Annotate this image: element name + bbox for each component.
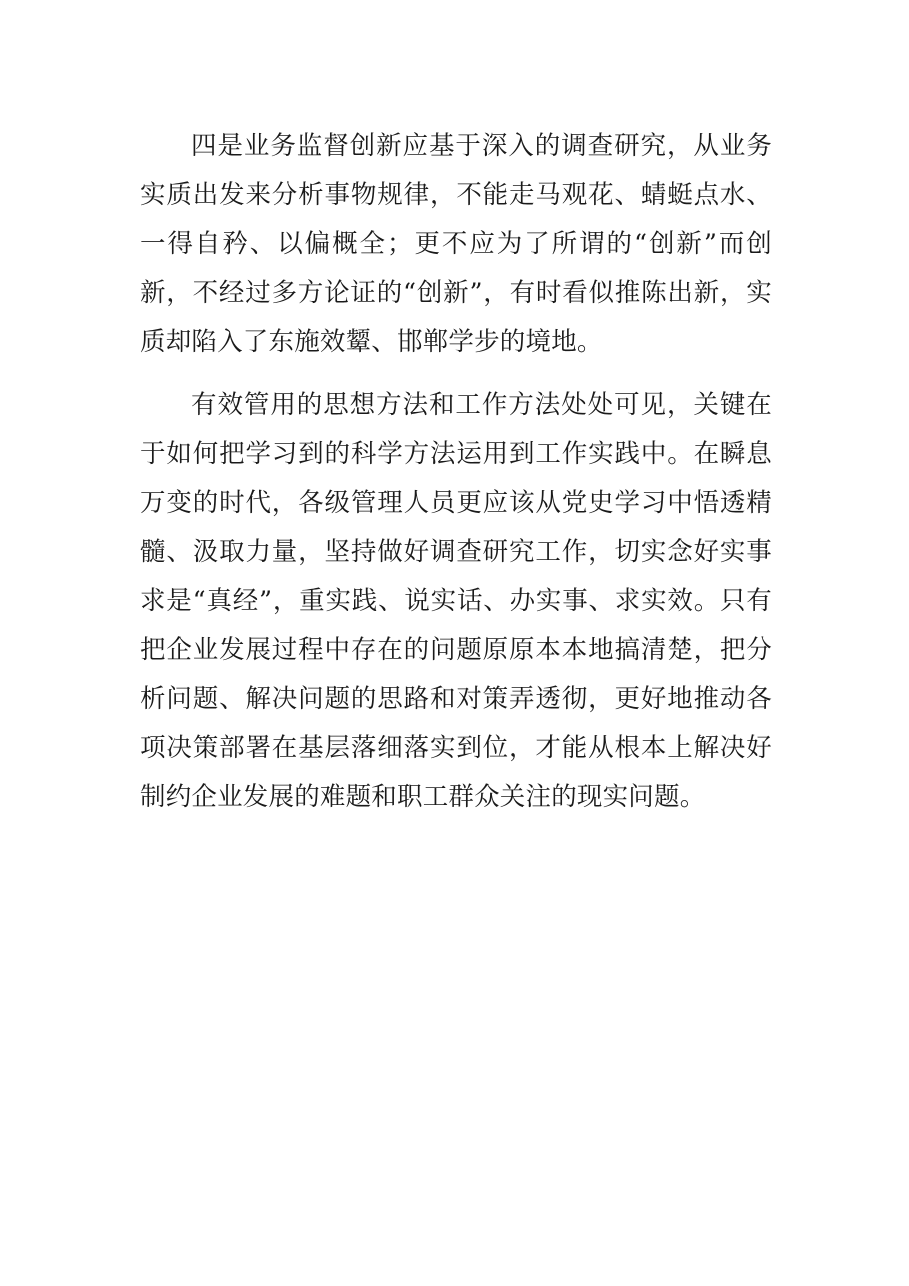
paragraph-working-methods: 有效管用的思想方法和工作方法处处可见，关键在于如何把学习到的科学方法运用到工作实践中。在瞬息万变的时代，各级管理人员更应该从党史学习中悟透精髓、汲取力量，坚持做好调查研究工作，切实念好实事求是“真经”，重实践、说实话、办实事、求实效。只有把企业发展过程中存在的问题原原本本地搞清楚，把分析问题、解决问题的思路和对策弄透彻，更好地推动各项决策部署在基层落细落实到位，才能从根本上解决好制约企业发展的难题和职工群众关注的现实问题。 [140, 390, 772, 812]
document-body [140, 122, 772, 822]
paragraph-research-innovation: 四是业务监督创新应基于深入的调查研究，从业务实质出发来分析事物规律，不能走马观花、蜻蜓点水、一得自矜、以偏概全；更不应为了所谓的“创新”而创新，不经过多方论证的“创新”，有时看似推陈出新，实质却陷入了东施效颦、邯郸学步的境地。 [140, 131, 772, 357]
